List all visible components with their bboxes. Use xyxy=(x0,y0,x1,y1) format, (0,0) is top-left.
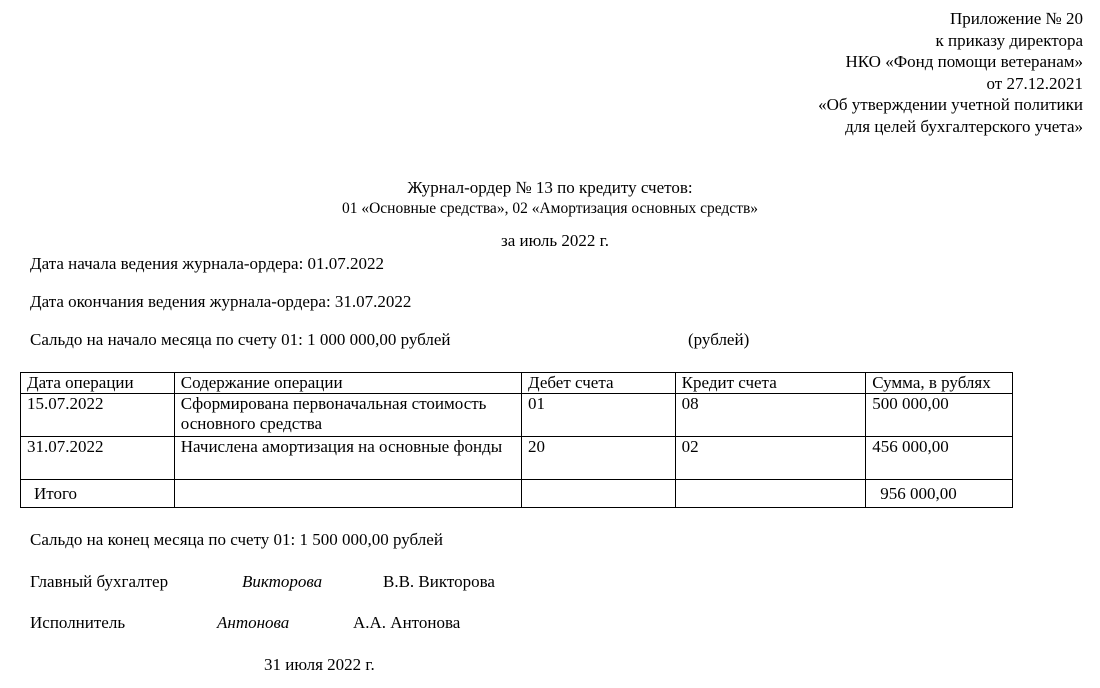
appendix-line: для целей бухгалтерского учета» xyxy=(845,116,1083,136)
empty-cell xyxy=(522,480,676,508)
empty-cell xyxy=(174,480,521,508)
appendix-line: от 27.12.2021 xyxy=(986,73,1083,93)
currency-unit: (рублей) xyxy=(688,330,750,349)
cell-credit: 02 xyxy=(675,437,866,480)
total-label: Итого xyxy=(21,480,175,508)
cell-amount: 500 000,00 xyxy=(866,394,1013,437)
appendix-header xyxy=(818,8,1083,137)
empty-cell xyxy=(675,480,866,508)
appendix-line: к приказу директора xyxy=(935,30,1083,50)
appendix-line: «Об утверждении учетной политики xyxy=(818,95,1083,114)
total-amount: 956 000,00 xyxy=(866,480,1013,508)
chief-accountant-name: В.В. Викторова xyxy=(383,572,495,591)
opening-balance-line: Сальдо на начало месяца по счету 01: 1 000 000,00 рублей xyxy=(30,330,451,349)
closing-balance-line: Сальдо на конец месяца по счету 01: 1 500 000,00 рублей xyxy=(30,530,443,549)
appendix-line: Приложение № 20 xyxy=(950,9,1083,28)
title-line-2: 01 «Основные средства», 02 «Амортизация основных средств» xyxy=(341,200,759,217)
document-date: 31 июля 2022 г. xyxy=(264,655,375,674)
table-row xyxy=(21,437,1013,480)
total-row xyxy=(21,480,1013,508)
cell-amount: 456 000,00 xyxy=(866,437,1013,480)
chief-accountant-role: Главный бухгалтер xyxy=(30,572,169,591)
header-amount: Сумма, в рублях xyxy=(866,373,1013,394)
title-line-1: Журнал-ордер № 13 по кредиту счетов: xyxy=(407,178,693,197)
document-title xyxy=(0,177,1100,219)
end-date-line: Дата окончания ведения журнала-ордера: 31.07.2022 xyxy=(30,292,412,311)
chief-accountant-signature: Викторова xyxy=(242,572,323,591)
report-period: за июль 2022 г. xyxy=(501,231,609,250)
header-debit: Дебет счета xyxy=(522,373,676,394)
start-date-line: Дата начала ведения журнала-ордера: 01.07.2022 xyxy=(30,254,385,273)
header-credit: Кредит счета xyxy=(675,373,866,394)
cell-date: 15.07.2022 xyxy=(21,394,175,437)
header-content: Содержание операции xyxy=(174,373,521,394)
cell-credit: 08 xyxy=(675,394,866,437)
cell-content: Начислена амортизация на основные фонды xyxy=(174,437,521,480)
cell-debit: 20 xyxy=(522,437,676,480)
cell-debit: 01 xyxy=(522,394,676,437)
header-date: Дата операции xyxy=(21,373,175,394)
appendix-line: НКО «Фонд помощи ветеранам» xyxy=(845,52,1083,71)
executor-name: А.А. Антонова xyxy=(353,613,461,632)
cell-date: 31.07.2022 xyxy=(21,437,175,480)
executor-signature: Антонова xyxy=(217,613,290,632)
executor-role: Исполнитель xyxy=(30,613,126,632)
cell-content: Сформирована первоначальная стоимость основного средства xyxy=(174,394,521,437)
table-row xyxy=(21,394,1013,437)
table-header-row xyxy=(21,373,1013,394)
journal-table xyxy=(20,372,1013,508)
